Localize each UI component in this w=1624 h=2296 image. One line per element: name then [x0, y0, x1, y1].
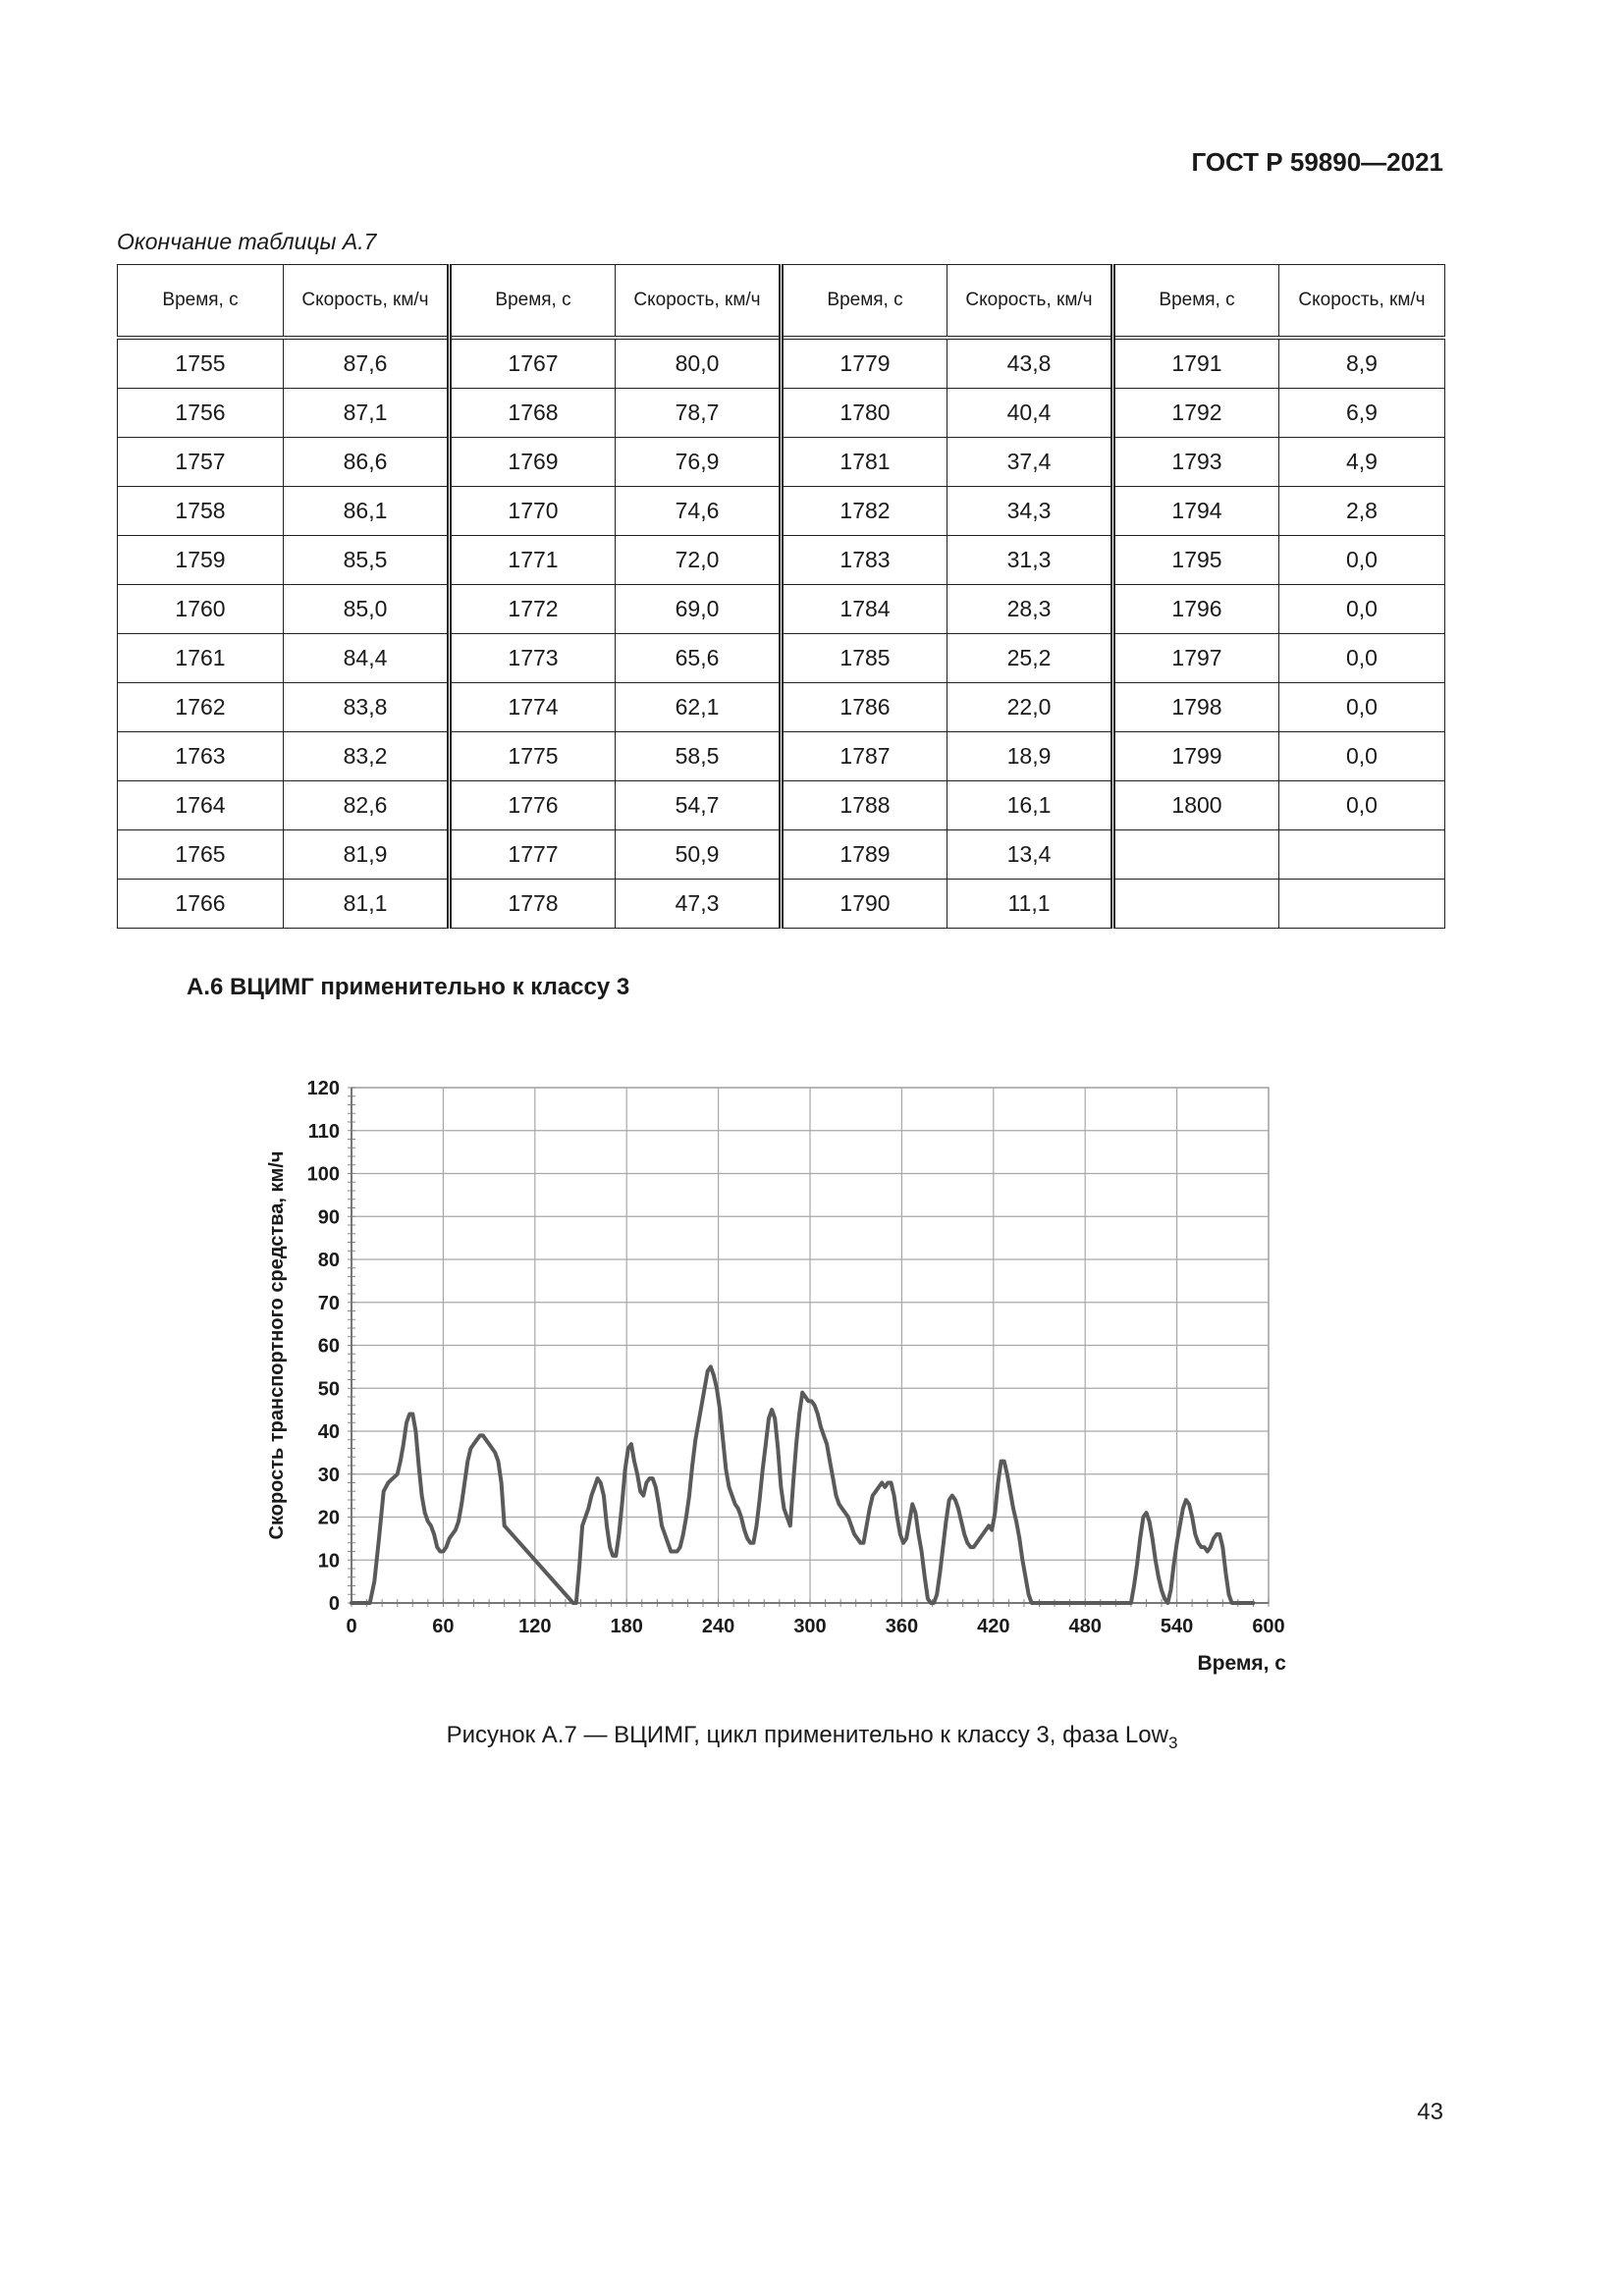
- speed-cell: 86,6: [284, 438, 450, 487]
- table-row: [118, 683, 1445, 732]
- figure-caption-subscript: 3: [1167, 1733, 1178, 1752]
- speed-cell: 25,2: [947, 634, 1113, 683]
- time-cell: 1758: [118, 487, 284, 536]
- y-tick-label: 0: [328, 1593, 340, 1615]
- speed-cell: 47,3: [616, 880, 782, 929]
- speed-cell: 18,9: [947, 732, 1113, 781]
- x-tick-label: 240: [701, 1616, 735, 1637]
- speed-cell: 58,5: [616, 732, 782, 781]
- header-time: Время, с: [782, 265, 947, 339]
- time-cell: 1790: [782, 880, 947, 929]
- table-row: [118, 389, 1445, 438]
- time-cell: 1780: [782, 389, 947, 438]
- speed-cell: [1279, 880, 1445, 929]
- x-tick-label: 420: [977, 1616, 1010, 1637]
- header-speed: Скорость, км/ч: [1279, 265, 1445, 339]
- y-tick-label: 100: [306, 1163, 340, 1186]
- time-cell: 1767: [450, 338, 616, 389]
- time-cell: 1795: [1113, 536, 1279, 585]
- time-cell: 1786: [782, 683, 947, 732]
- y-tick-label: 30: [317, 1464, 340, 1486]
- speed-cell: 84,4: [284, 634, 450, 683]
- y-tick-label: 90: [317, 1206, 340, 1229]
- speed-chart: [255, 1070, 1316, 1698]
- speed-cell: 81,9: [284, 830, 450, 880]
- time-cell: 1785: [782, 634, 947, 683]
- time-cell: 1799: [1113, 732, 1279, 781]
- time-cell: 1784: [782, 585, 947, 634]
- x-tick-label: 60: [432, 1616, 455, 1637]
- x-tick-label: 600: [1252, 1616, 1285, 1637]
- header-speed: Скорость, км/ч: [284, 265, 450, 339]
- y-tick-label: 20: [317, 1507, 340, 1529]
- time-cell: 1774: [450, 683, 616, 732]
- speed-cell: 80,0: [616, 338, 782, 389]
- time-cell: 1757: [118, 438, 284, 487]
- y-tick-label: 10: [317, 1550, 340, 1573]
- time-cell: 1763: [118, 732, 284, 781]
- section-title: А.6 ВЦИМГ применительно к классу 3: [187, 974, 630, 1000]
- x-tick-label: 0: [346, 1616, 357, 1637]
- y-tick-label: 110: [307, 1120, 340, 1143]
- speed-cell: 65,6: [616, 634, 782, 683]
- x-tick-label: 540: [1160, 1616, 1194, 1637]
- speed-cell: 83,8: [284, 683, 450, 732]
- speed-cell: 69,0: [616, 585, 782, 634]
- time-cell: 1766: [118, 880, 284, 929]
- header-time: Время, с: [450, 265, 616, 339]
- time-cell: 1769: [450, 438, 616, 487]
- time-cell: 1770: [450, 487, 616, 536]
- table-header-row: [118, 265, 1445, 339]
- speed-cell: 13,4: [947, 830, 1113, 880]
- speed-cell: 11,1: [947, 880, 1113, 929]
- table-row: [118, 634, 1445, 683]
- speed-cell: 28,3: [947, 585, 1113, 634]
- time-cell: 1794: [1113, 487, 1279, 536]
- time-cell: [1113, 880, 1279, 929]
- table-row: [118, 732, 1445, 781]
- table-row: [118, 536, 1445, 585]
- speed-cell: 78,7: [616, 389, 782, 438]
- time-cell: 1772: [450, 585, 616, 634]
- table-row: [118, 487, 1445, 536]
- time-cell: 1789: [782, 830, 947, 880]
- x-tick-label: 360: [885, 1616, 919, 1637]
- y-axis-label: Скорость транспортного средства, км/ч: [266, 1150, 288, 1540]
- time-cell: 1771: [450, 536, 616, 585]
- figure-caption: Рисунок А.7 — ВЦИМГ, цикл применительно к классу 3, фаза Low$_3$: [446, 1722, 1178, 1752]
- time-cell: 1781: [782, 438, 947, 487]
- x-tick-label: 480: [1068, 1616, 1102, 1637]
- x-tick-label: 180: [610, 1616, 643, 1637]
- speed-cell: 72,0: [616, 536, 782, 585]
- speed-cell: 82,6: [284, 781, 450, 830]
- speed-cell: 37,4: [947, 438, 1113, 487]
- speed-cell: 87,6: [284, 338, 450, 389]
- header-time: Время, с: [118, 265, 284, 339]
- time-cell: 1776: [450, 781, 616, 830]
- speed-cell: 62,1: [616, 683, 782, 732]
- time-cell: 1761: [118, 634, 284, 683]
- time-cell: 1793: [1113, 438, 1279, 487]
- time-cell: 1768: [450, 389, 616, 438]
- time-cell: 1798: [1113, 683, 1279, 732]
- table-row: [118, 781, 1445, 830]
- time-cell: 1787: [782, 732, 947, 781]
- time-cell: 1777: [450, 830, 616, 880]
- time-cell: 1796: [1113, 585, 1279, 634]
- speed-cell: 85,5: [284, 536, 450, 585]
- time-cell: 1782: [782, 487, 947, 536]
- speed-cell: 6,9: [1279, 389, 1445, 438]
- speed-cell: 43,8: [947, 338, 1113, 389]
- y-tick-label: 60: [317, 1335, 340, 1358]
- speed-cell: 8,9: [1279, 338, 1445, 389]
- table-row: [118, 438, 1445, 487]
- speed-cell: 40,4: [947, 389, 1113, 438]
- speed-cell: 74,6: [616, 487, 782, 536]
- time-cell: 1778: [450, 880, 616, 929]
- time-cell: 1759: [118, 536, 284, 585]
- speed-cell: 86,1: [284, 487, 450, 536]
- time-cell: 1762: [118, 683, 284, 732]
- time-cell: 1791: [1113, 338, 1279, 389]
- speed-cell: 16,1: [947, 781, 1113, 830]
- time-cell: 1775: [450, 732, 616, 781]
- x-tick-label: 120: [518, 1616, 552, 1637]
- speed-cell: 83,2: [284, 732, 450, 781]
- time-cell: 1783: [782, 536, 947, 585]
- y-tick-label: 50: [317, 1378, 340, 1401]
- time-cell: 1800: [1113, 781, 1279, 830]
- speed-cell: 81,1: [284, 880, 450, 929]
- speed-cell: 34,3: [947, 487, 1113, 536]
- page-number: 43: [1417, 2099, 1443, 2125]
- y-tick-label: 70: [317, 1292, 340, 1314]
- speed-cell: [1279, 830, 1445, 880]
- header-time: Время, с: [1113, 265, 1279, 339]
- speed-cell: 0,0: [1279, 536, 1445, 585]
- speed-table: [117, 264, 1445, 929]
- time-cell: 1756: [118, 389, 284, 438]
- time-cell: 1792: [1113, 389, 1279, 438]
- speed-cell: 0,0: [1279, 781, 1445, 830]
- speed-cell: 0,0: [1279, 634, 1445, 683]
- speed-cell: 50,9: [616, 830, 782, 880]
- header-speed: Скорость, км/ч: [616, 265, 782, 339]
- x-axis-label: Время, с: [1197, 1652, 1286, 1675]
- table-caption: Окончание таблицы А.7: [117, 229, 377, 254]
- x-tick-label: 300: [793, 1616, 827, 1637]
- table-row: [118, 585, 1445, 634]
- speed-cell: 2,8: [1279, 487, 1445, 536]
- time-cell: 1779: [782, 338, 947, 389]
- speed-cell: 4,9: [1279, 438, 1445, 487]
- y-tick-label: 80: [317, 1250, 340, 1271]
- table-row: [118, 830, 1445, 880]
- document-code: ГОСТ Р 59890—2021: [1191, 147, 1443, 177]
- speed-cell: 85,0: [284, 585, 450, 634]
- table-row: [118, 338, 1445, 389]
- speed-cell: 31,3: [947, 536, 1113, 585]
- y-tick-label: 40: [317, 1421, 340, 1443]
- time-cell: [1113, 830, 1279, 880]
- speed-cell: 0,0: [1279, 732, 1445, 781]
- time-cell: 1755: [118, 338, 284, 389]
- header-speed: Скорость, км/ч: [947, 265, 1113, 339]
- speed-cell: 22,0: [947, 683, 1113, 732]
- time-cell: 1760: [118, 585, 284, 634]
- table-row: [118, 880, 1445, 929]
- speed-cell: 87,1: [284, 389, 450, 438]
- time-cell: 1764: [118, 781, 284, 830]
- time-cell: 1773: [450, 634, 616, 683]
- y-tick-label: 120: [306, 1078, 340, 1099]
- speed-cell: 54,7: [616, 781, 782, 830]
- time-cell: 1788: [782, 781, 947, 830]
- speed-cell: 0,0: [1279, 585, 1445, 634]
- time-cell: 1765: [118, 830, 284, 880]
- time-cell: 1797: [1113, 634, 1279, 683]
- chart-svg: [255, 1070, 1316, 1698]
- speed-cell: 0,0: [1279, 683, 1445, 732]
- speed-cell: 76,9: [616, 438, 782, 487]
